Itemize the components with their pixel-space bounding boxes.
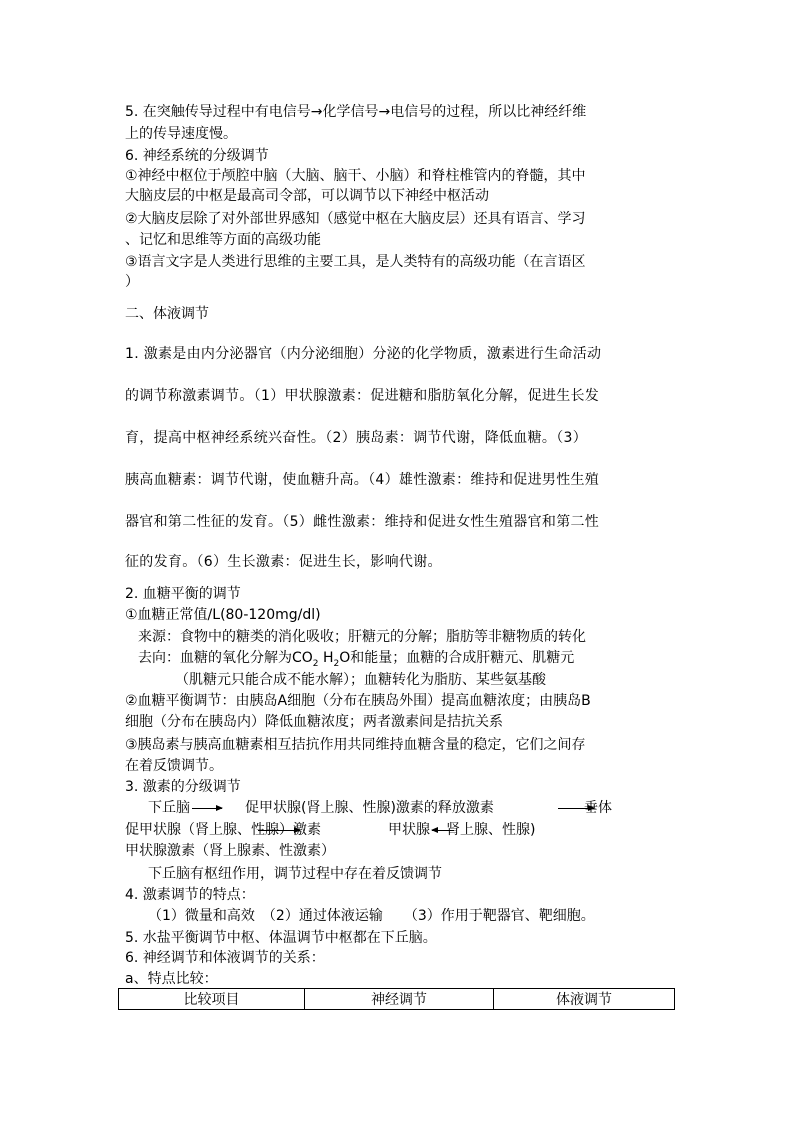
hormone-para-line1: 1. 激素是由内分泌器官（内分泌细胞）分泌的化学物质，激素进行生命活动 [125,346,602,362]
thyroid-label: 甲状腺 肾上腺、性腺) [388,822,536,838]
point2-line1: ②大脑皮层除了对外部世界感知（感觉中枢在大脑皮层）还具有语言、学习 [125,211,586,227]
header-humoral: 体液调节 [494,989,675,1010]
hormone-para-line6: 征的发育。（6）生长激素：促进生长，影响代谢。 [125,554,442,570]
hormone-para-line5: 器官和第二性征的发育。（5）雌性激素：维持和促进女性生殖器官和第二性 [125,514,600,530]
features-title: 4. 激素调节的特点： [125,887,255,903]
item5-line2: 上的传导速度慢。 [125,126,237,142]
point3-line2: ） [125,274,139,290]
sub-a-compare: a、特点比较： [125,971,218,987]
glucose-feedback-line1: ③胰岛素与胰高血糖素相互拮抗作用共同维持血糖含量的稳定，它们之间存 [125,737,586,753]
features-items: （1）微量和高效 （2）通过体液运输 （3）作用于靶器官、靶细胞。 [148,908,595,924]
stimulating-hormone-label: 促甲状腺（肾上腺、性腺）激素 [125,822,321,838]
pituitary-label: 垂体 [584,800,612,816]
glucose-destination-line2: （肌糖元只能合成不能水解）；血糖转化为脂肪、某些氨基酸 [175,672,546,688]
point2-line2: 、记忆和思维等方面的高级功能 [125,232,321,248]
table-header-row [119,989,675,1010]
glucose-title: 2. 血糖平衡的调节 [125,586,241,602]
item6-title: 6. 神经系统的分级调节 [125,148,269,164]
glucose-regulation-line1: ②血糖平衡调节：由胰岛A细胞（分布在胰岛外围）提高血糖浓度；由胰岛B [125,693,591,709]
point1-line1: ①神经中枢位于颅腔中脑（大脑、脑干、小脑）和脊柱椎管内的脊髓，其中 [125,168,586,184]
glucose-destination: 去向：血糖的氧化分解为$CO_2$ $H_2O$和能量；血糖的合成肝糖元、肌糖元 [138,650,575,669]
glucose-feedback-line2: 在着反馈调节。 [125,758,223,774]
hormone-para-line3: 育，提高中枢神经系统兴奋性。（2）胰岛素：调节代谢，降低血糖。（3） [125,430,588,446]
comparison-table [118,988,675,1010]
releasing-hormone-label: 促甲状腺(肾上腺、性腺)激素的释放激素 [245,800,494,816]
arrow-feedback-icon [432,830,454,831]
glucose-source: 来源：食物中的糖类的消化吸收；肝糖元的分解；脂肪等非糖物质的转化 [138,629,586,645]
hub-note: 下丘脑有枢纽作用，调节过程中存在着反馈调节 [148,866,442,882]
thyroxine-label: 甲状腺激素（肾上腺素、性激素） [125,843,335,859]
hormone-para-line2: 的调节称激素调节。（1）甲状腺激素：促进糖和脂肪氧化分解，促进生长发 [125,388,600,404]
item5-center: 5. 水盐平衡调节中枢、体温调节中枢都在下丘脑。 [125,930,437,946]
arrow-hypothalamus-icon [192,808,222,809]
header-neural: 神经调节 [305,989,494,1010]
item6-relation: 6. 神经调节和体液调节的关系： [125,950,325,966]
arrow-stimulating-icon [258,830,300,831]
header-compare-item: 比较项目 [119,989,305,1010]
point3-line1: ③语言文字是人类进行思维的主要工具，是人类特有的高级功能（在言语区 [125,254,586,270]
section-title-humoral: 二、体液调节 [125,306,209,322]
hormone-levels-title: 3. 激素的分级调节 [125,779,241,795]
hypothalamus-label: 下丘脑 [148,800,190,816]
item5-line1: 5. 在突触传导过程中有电信号→化学信号→电信号的过程，所以比神经纤维 [125,104,587,120]
point1-line2: 大脑皮层的中枢是最高司令部，可以调节以下神经中枢活动 [125,188,489,204]
glucose-regulation-line2: 细胞（分布在胰岛内）降低血糖浓度；两者激素间是拮抗关系 [125,714,503,730]
hormone-para-line4: 胰高血糖素：调节代谢，使血糖升高。（4）雄性激素：维持和促进男性生殖 [125,472,600,488]
glucose-normal: ①血糖正常值/L(80-120mg/dl) [125,607,321,623]
